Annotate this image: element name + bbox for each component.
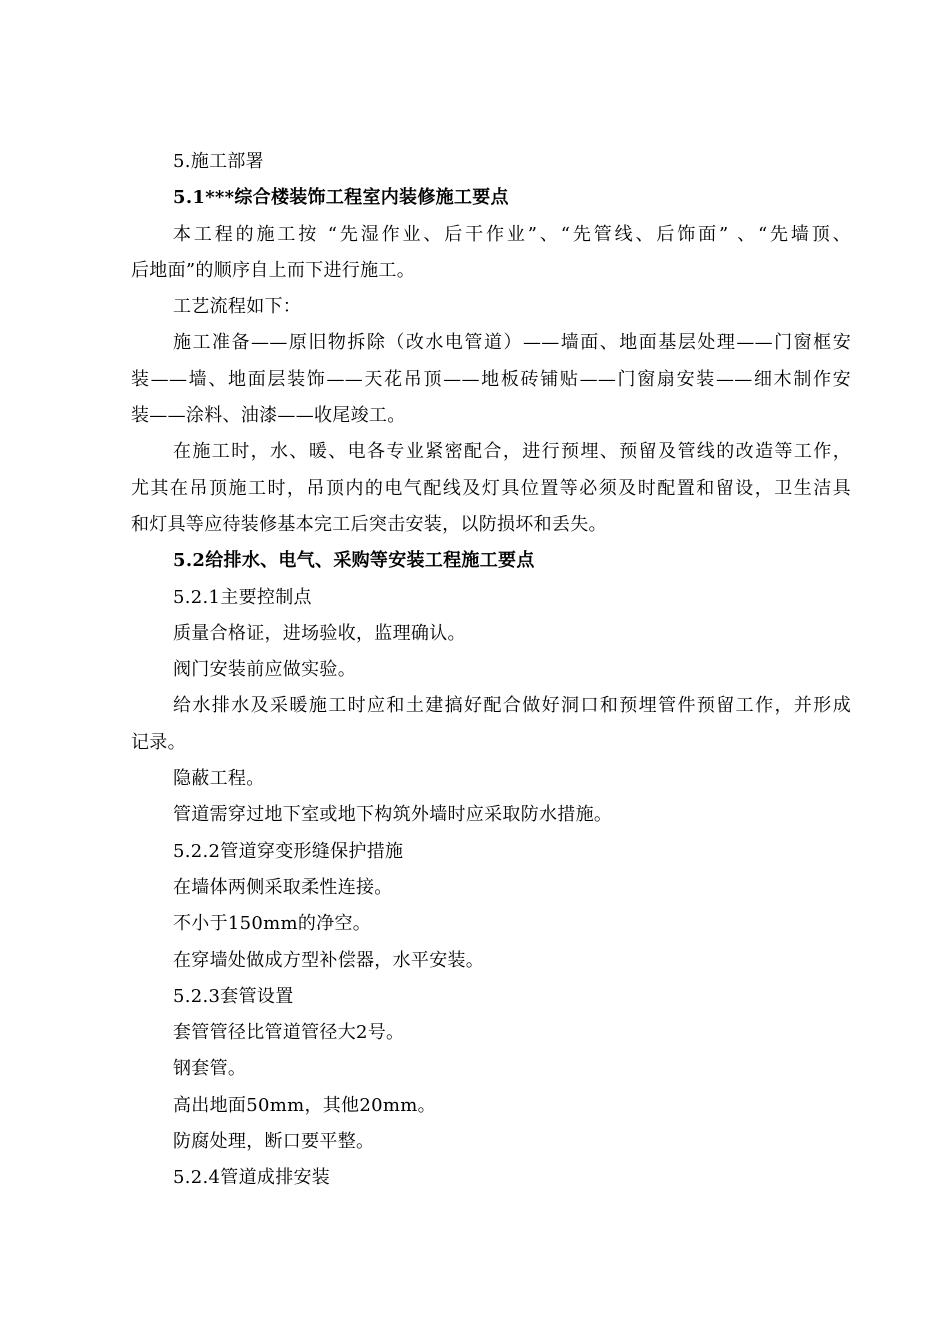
text-line: 管道需穿过地下室或地下构筑外墙时应采取防水措施。	[173, 804, 613, 826]
text-line: 5.2.4管道成排安装	[173, 1167, 331, 1189]
text-line: 5.2.1主要控制点	[173, 586, 312, 608]
text-line: 5.2.2管道穿变形缝保护措施	[173, 840, 404, 862]
text-line: 在穿墙处做成方型补偿器，水平安装。	[173, 949, 485, 971]
text-line: 不小于150mm的净空。	[173, 913, 372, 935]
text-line: 装——涂料、油漆——收尾竣工。	[131, 405, 406, 427]
text-line: 阀门安装前应做实验。	[173, 659, 356, 681]
text-line: 在墙体两侧采取柔性连接。	[173, 876, 393, 898]
text-line: 钢套管。	[173, 1058, 247, 1080]
text-line: 记录。	[131, 731, 186, 753]
text-line: 质量合格证，进场验收，监理确认。	[173, 622, 466, 644]
text-line: 工艺流程如下：	[173, 296, 302, 318]
text-line: 本工程的施工按 “先湿作业、后干作业”、“先管线、后饰面” 、“先墙顶、	[173, 223, 851, 245]
text-line: 高出地面50mm，其他20mm。	[173, 1094, 436, 1116]
text-line: 5.2.3套管设置	[173, 985, 294, 1007]
text-line: 隐蔽工程。	[173, 768, 265, 790]
text-line: 施工准备——原旧物拆除（改水电管道）——墙面、地面基层处理——门窗框安	[173, 332, 851, 354]
document-body	[131, 144, 851, 1197]
text-line: 尤其在吊顶施工时，吊顶内的电气配线及灯具位置等必须及时配置和留设，卫生洁具	[131, 477, 851, 499]
text-line: 防腐处理，断口要平整。	[173, 1131, 375, 1153]
text-line: 后地面”的顺序自上而下进行施工。	[131, 259, 416, 281]
section-heading: 5.1***综合楼装饰工程室内装修施工要点	[173, 187, 509, 209]
text-line: 在施工时，水、暖、电各专业紧密配合，进行预埋、预留及管线的改造等工作，	[173, 441, 851, 463]
text-line: 5.施工部署	[173, 151, 264, 172]
text-line: 装——墙、地面层装饰——天花吊顶——地板砖铺贴——门窗扇安装——细木制作安	[131, 368, 851, 390]
text-line: 和灯具等应待装修基本完工后突击安装，以防损坏和丢失。	[131, 513, 607, 535]
text-line: 套管管径比管道管径大2号。	[173, 1022, 405, 1044]
text-line: 给水排水及采暖施工时应和土建搞好配合做好洞口和预埋管件预留工作，并形成	[173, 695, 851, 717]
section-heading: 5.2给排水、电气、采购等安装工程施工要点	[173, 550, 535, 572]
